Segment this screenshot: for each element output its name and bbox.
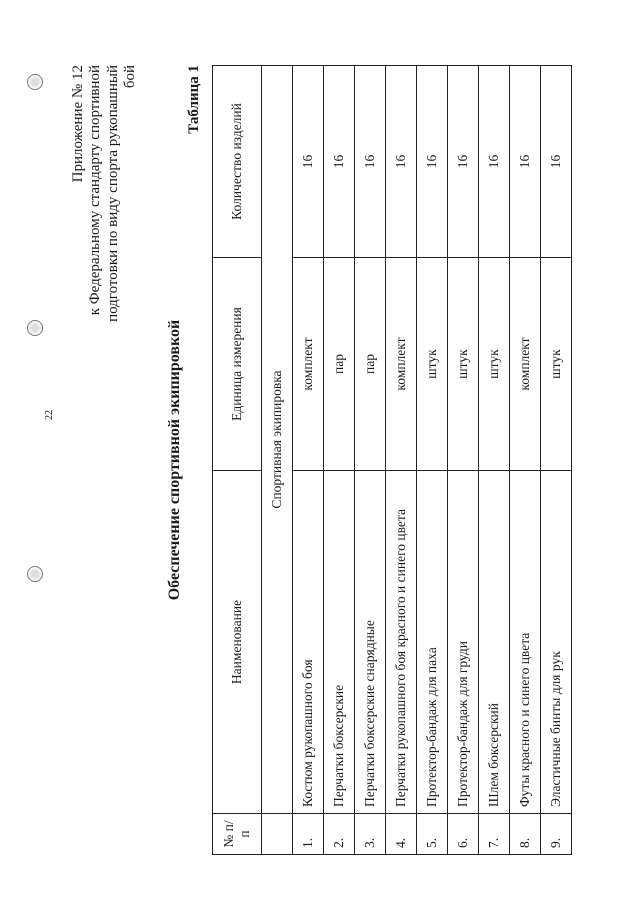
appendix-line2: к Федеральному стандарту спортивной (87, 65, 104, 316)
row-qty: 16 (479, 66, 510, 258)
row-num: 3. (355, 814, 386, 855)
table-row (386, 66, 417, 855)
row-unit: штук (417, 258, 448, 471)
row-unit: штук (448, 258, 479, 471)
rotated-page-content (50, 65, 590, 855)
punch-hole (27, 566, 43, 582)
row-name: Эластичные бинты для рук (541, 471, 572, 814)
table-label: Таблица 1 (186, 65, 202, 134)
header-unit: Единица измерения (213, 258, 262, 471)
row-name: Перчатки рукопашного боя красного и синего цвета (386, 471, 417, 814)
row-num: 6. (448, 814, 479, 855)
row-qty: 16 (355, 66, 386, 258)
table-row (324, 66, 355, 855)
table-row (355, 66, 386, 855)
row-unit: пар (355, 258, 386, 471)
punch-hole (27, 74, 43, 90)
row-qty: 16 (448, 66, 479, 258)
row-name: Костюм рукопашного боя (293, 471, 324, 814)
appendix-line1: Приложение № 12 (70, 65, 86, 183)
section-row (262, 66, 293, 855)
section-blank (262, 814, 293, 855)
row-name: Перчатки боксерские (324, 471, 355, 814)
table-row (510, 66, 541, 855)
row-unit: штук (479, 258, 510, 471)
header-name: Наименование (213, 471, 262, 814)
table-row (293, 66, 324, 855)
row-unit: комплект (386, 258, 417, 471)
table-row (479, 66, 510, 855)
table-header-row (213, 66, 262, 855)
row-num: 8. (510, 814, 541, 855)
row-name: Протектор-бандаж для паха (417, 471, 448, 814)
row-name: Перчатки боксерские снарядные (355, 471, 386, 814)
row-qty: 16 (510, 66, 541, 258)
row-name: Шлем боксерский (479, 471, 510, 814)
row-name: Протектор-бандаж для груди (448, 471, 479, 814)
table-row (417, 66, 448, 855)
row-num: 4. (386, 814, 417, 855)
row-unit: комплект (510, 258, 541, 471)
table-row (541, 66, 572, 855)
row-qty: 16 (541, 66, 572, 258)
row-unit: комплект (293, 258, 324, 471)
header-num: № п/п (213, 814, 262, 855)
row-qty: 16 (386, 66, 417, 258)
row-num: 7. (479, 814, 510, 855)
row-num: 9. (541, 814, 572, 855)
page-number: 22 (44, 410, 55, 420)
row-num: 5. (417, 814, 448, 855)
row-unit: пар (324, 258, 355, 471)
row-name: Футы красного и синего цвета (510, 471, 541, 814)
row-qty: 16 (324, 66, 355, 258)
row-unit: штук (541, 258, 572, 471)
appendix-header (70, 65, 139, 325)
row-qty: 16 (417, 66, 448, 258)
row-num: 2. (324, 814, 355, 855)
header-qty: Количество изделий (213, 66, 262, 258)
appendix-line3: подготовки по виду спорта рукопашный бой (104, 65, 138, 322)
row-qty: 16 (293, 66, 324, 258)
row-num: 1. (293, 814, 324, 855)
punch-hole (27, 320, 43, 336)
table-row (448, 66, 479, 855)
equipment-table (212, 65, 572, 855)
document-title: Обеспечение спортивной экипировкой (166, 319, 183, 601)
section-label: Спортивная экипировка (262, 66, 293, 814)
